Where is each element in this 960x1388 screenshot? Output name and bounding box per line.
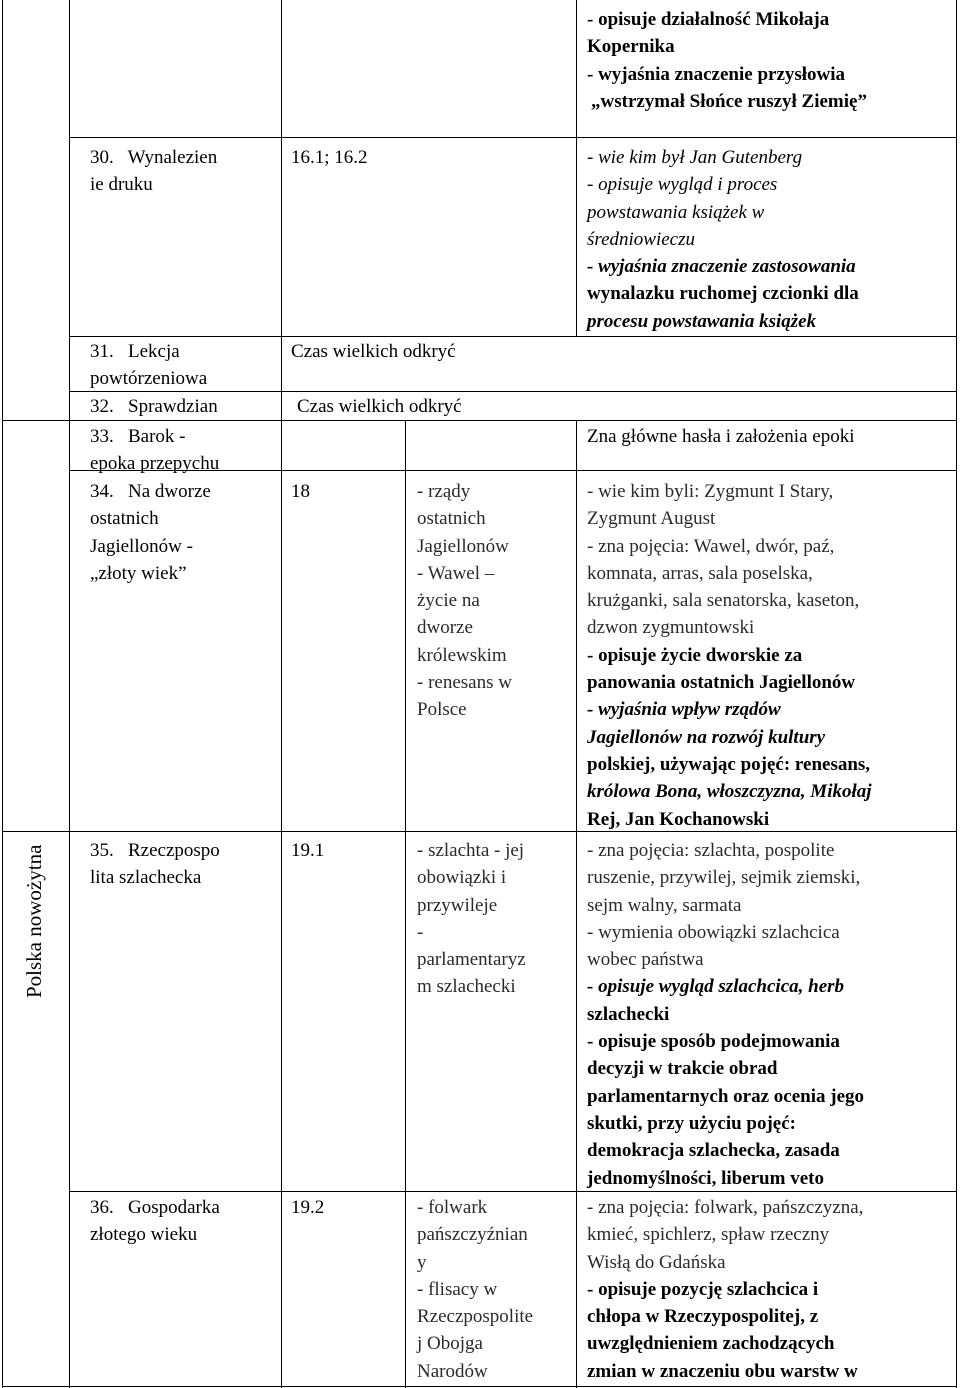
requirement-line: - opisuje działalność Mikołaja <box>587 9 830 30</box>
requirement-line: „wstrzymał Słońce ruszył Ziemię” <box>591 90 867 112</box>
content-column-divider <box>405 467 406 1388</box>
lesson-title-36: 36. Gospodarka złotego wieku <box>90 1197 220 1246</box>
lesson-title-34: 34. Na dworze ostatnich Jagiellonów - „złoty wiek” <box>90 481 211 584</box>
requirements-35: - zna pojęcia: szlachta, pospolite ruszenie, przywilej, sejmik ziemski, sejm walny, sarmata - wymienia obowiązki szlachcica wobec państwa - opisuje wygląd szlachcica, herb szlachecki - opisuje sposób podejmowania decyzji w trakcie obrad parlamentarnych oraz ocenia jego skutki, przy użyciu pojęć: demokracja szlachecka, zasada jednomyślności, liberum veto <box>587 840 865 1189</box>
curriculum-ref-36: 19.2 <box>291 1197 325 1218</box>
lesson-title-33: 33. Barok - epoka przepychu <box>90 426 220 475</box>
section-label-text: Polska nowożytna <box>22 844 46 998</box>
table-border-left <box>2 0 3 1388</box>
requirements-33: Zna główne hasła i założenia epoki <box>587 426 855 447</box>
table-border-right <box>956 0 957 1388</box>
topic-32: Czas wielkich odkryć <box>297 396 462 417</box>
curriculum-ref-34: 18 <box>291 481 310 502</box>
section-column-divider <box>69 0 70 1388</box>
curriculum-ref-30: 16.1; 16.2 <box>291 147 368 168</box>
requirements-34: - wie kim byli: Zygmunt I Stary, Zygmunt August - zna pojęcia: Wawel, dwór, paź, komnata, arras, sala poselska, krużganki, sala senatorska, kaseton, dzwon zygmuntowski - opisuje życie dworskie za panowania ostatnich Jagiellonów - wyjaśnia wpływ rządów Jagiellonów na rozwój kultury polskiej, używając pojęć: renesans, królowa Bona, włoszczyzna, Mikołaj Rej, Jan Kochanowski <box>587 481 872 830</box>
content-36: - folwark pańszczyźnian y - flisacy w Rzeczpospolite j Obojga Narodów <box>417 1197 534 1382</box>
top-continuation-requirements <box>587 6 867 115</box>
title-column-divider <box>281 0 282 1388</box>
requirements-30: - wie kim był Jan Gutenberg - opisuje wygląd i proces powstawania książek w średniowieczu - wyjaśnia znaczenie zastosowania wynalazku ruchomej czcionki dla procesu powstawania książek <box>587 147 859 332</box>
topic-31: Czas wielkich odkryć <box>291 341 456 362</box>
lesson-title-30: 30. Wynalezien ie druku <box>90 147 218 196</box>
content-34: - rządy ostatnich Jagiellonów - Wawel – życie na dworze królewskim - renesans w Polsce <box>417 481 512 721</box>
row-divider-top-continuation <box>69 137 957 138</box>
lesson-title-35: 35. Rzeczpospo lita szlachecka <box>90 840 220 889</box>
requirements-column-divider-lower <box>576 420 577 1388</box>
requirements-36: - zna pojęcia: folwark, pańszczyzna, kmieć, spichlerz, spław rzeczny Wisłą do Gdańska - opisuje pozycję szlachcica i chłopa w Rzeczypospolitej, z uwzględnieniem zachodzących zmian w znaczeniu obu warstw w <box>587 1197 864 1382</box>
curriculum-ref-35: 19.1 <box>291 840 325 861</box>
requirements-column-divider <box>576 0 577 336</box>
content-column-divider-upper <box>405 420 406 467</box>
lesson-title-32: 32. Sprawdzian <box>90 396 218 417</box>
content-35: - szlachta - jej obowiązki i przywileje - parlamentaryz m szlachecki <box>417 840 526 998</box>
requirement-line: - wyjaśnia znaczenie przysłowia <box>587 63 846 85</box>
row-divider-30 <box>69 336 957 337</box>
table-border-bottom <box>2 1386 957 1387</box>
lesson-title-31: 31. Lekcja powtórzeniowa <box>90 341 208 390</box>
requirement-line: Kopernika <box>587 36 675 58</box>
